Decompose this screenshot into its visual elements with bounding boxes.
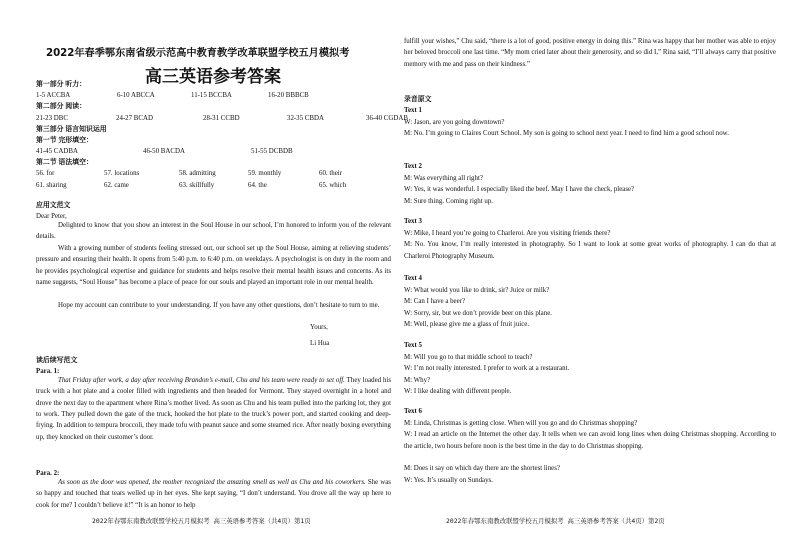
dialogue-line: W: Mike, I heard you’re going to Charleroi. Are you visiting friends there? (404, 230, 611, 238)
answer-listening-3: 11-15 BCCBA (191, 92, 232, 99)
para2-body: She was so happy and touched that tears welled up in her eyes. She kept saying, “I don’t understand. You drove all the way up here to cook for me? I couldn’t believe it!” “It is an honor to help (36, 479, 391, 509)
dialogue-line: W: Jason, are you going downtown? (404, 119, 505, 127)
answer-grammar: 59. monthly (248, 170, 282, 177)
answer-grammar: 58. admitting (179, 170, 216, 177)
transcript-text-label: Text 2 (404, 163, 422, 170)
letter-paragraph-1 (36, 220, 391, 244)
dialogue-line: M: Can I have a beer? (404, 298, 466, 306)
dialogue-line: W: I’m not really interested. I prefer to work at a restaurant. (404, 365, 570, 373)
dialogue-line: W: Yes, it was wonderful. I especially liked the beef. May I have the check, please? (404, 186, 635, 194)
letter-closing: Yours, (310, 324, 328, 331)
dialogue-line: M: Well, please give me a glass of fruit juice. (404, 321, 530, 328)
dialogue-line: W: What would you like to drink, sir? Juice or milk? (404, 287, 550, 295)
transcript-text-label: Text 5 (404, 342, 422, 349)
page-footer-1: 2022年春鄂东南教改联盟学校五月模拟考 高三英语参考答案（共4页）第1页 (92, 517, 311, 525)
answer-grammar: 57. locations (104, 170, 140, 177)
answer-reading-1: 21-23 DBC (36, 115, 68, 122)
answer-reading-5: 36-40 CGDAB (366, 115, 408, 122)
grammar-heading: 第二节 语法填空： (36, 159, 93, 166)
cloze-heading: 第一节 完形填空： (36, 137, 93, 144)
answer-reading-4: 32-35 CBDA (287, 115, 324, 122)
answer-grammar: 60. their (319, 170, 342, 177)
answer-grammar: 62. came (104, 182, 129, 189)
para2-label: Para. 2: (36, 470, 60, 477)
transcript-text-label: Text 1 (404, 107, 422, 114)
continuation-ending: fulfill your wishes,” Chu said, “there is a lot of good, positive energy in doing this.” Rina was happy that her mother was able to enjoy her beloved broccoli one last time. “My mom cried later about their generosity, and so did I,” Rina said, “I’ll always carry that positive memory with me and pass on their kindness.” (404, 38, 776, 68)
letter-paragraph-2-text: With a growing number of students feeling stressed out, our school set up the Soul House, aiming at relieving students’ pressure and ensuring their health. It opens from 5:40 p.m. to 6:40 p.m. on weekdays. A psychologist is on duty in the room and he provides psychological expertise and guidance for students and helps resolve their mental health issues and concerns. As its name suggests, “Soul House” has become a place of peace for our souls and played an important role in our mental health. (36, 245, 391, 287)
dialogue-line: W: I read an article on the Internet the other day. It tells when we can avoid long lines when doing Christmas shopping. According to the article, two hours before noon is the best time in the day to do Christmas shopping. (404, 431, 776, 450)
answer-reading-3: 28-31 CCBD (203, 115, 240, 122)
transcript-text-label: Text 6 (404, 408, 422, 415)
answer-cloze-3: 51-55 DCBDB (251, 148, 293, 155)
dialogue-line: M: Sure thing. Coming right up. (404, 197, 494, 205)
answer-page-2 (404, 0, 776, 550)
para2-opening-sentence: As soon as the door was opened, the mother recognized the amazing smell as well as Chu and his coworkers. (58, 479, 366, 486)
dialogue-line: W: Sorry, sir, but we don’t provide beer on this plane. (404, 309, 552, 317)
answer-listening-2: 6-10 ABCCA (117, 92, 155, 99)
transcript-text-label: Text 3 (404, 218, 422, 225)
dialogue-line: M: Was everything all right? (404, 175, 483, 183)
dialogue-line: M: Linda, Christmas is getting close. When will you go and do Christmas shopping? (404, 420, 638, 428)
dialogue-line: M: Why? (404, 376, 431, 384)
reading-heading: 第二部分 阅读： (36, 103, 86, 110)
answer-listening-1: 1-5 ACCBA (36, 92, 71, 99)
letter-signature: Li Hua (310, 340, 330, 347)
answer-page-1 (36, 0, 408, 550)
letter-paragraph-3 (36, 300, 391, 324)
writing-heading: 应用文范文 (36, 202, 71, 209)
answer-grammar: 63. skillfully (179, 182, 215, 189)
listening-heading: 第一部分 听力： (36, 81, 86, 88)
para1-body: They loaded his truck with a hot plate and a cooler filled with ingredients and then headed for Vermont. They stayed overnight in a hotel and drove the next day to the apartment where Rina’s mother lived. As soon as Chu and his team pulled into the parking lot, they got to work. They pulled down the gate of the truck, hooked the hot plate to the truck’s power port, and started cooking and deep-frying. In addition to tempura broccoli, they made tofu with peanut sauce and some steamed rice. After neatly boxing everything up, they knocked on their customer’s door. (36, 377, 391, 441)
continuation-paragraph-1 (36, 375, 391, 467)
para1-opening-sentence: That Friday after work, a day after receiving Brandon’s e-mail, Chu and his team were ready to set off. (58, 377, 345, 384)
dialogue-line: M: Will you go to that middle school to teach? (404, 354, 533, 362)
transcript-heading: 录音原文 (404, 96, 432, 103)
continuation-paragraph-2 (36, 477, 391, 511)
dialogue-line: W: Yes. It’s usually on Sundays. (404, 476, 493, 484)
answer-grammar: 56. for (36, 170, 55, 177)
page-footer-2: 2022年春鄂东南教改联盟学校五月模拟考 高三英语参考答案（共4页）第2页 (446, 517, 665, 525)
letter-greeting: Dear Peter, (36, 213, 67, 220)
answer-listening-4: 16-20 BBBCB (268, 92, 309, 99)
transcript-text-label: Text 4 (404, 275, 422, 282)
answer-grammar: 61. sharing (36, 182, 67, 189)
answer-reading-2: 24-27 BCAD (116, 115, 153, 122)
letter-paragraph-3-text: Hope my account can contribute to your understanding. If you have any other questions, don’t hesitate to turn to me. (58, 302, 380, 309)
answer-cloze-2: 46-50 BACDA (143, 148, 185, 155)
para1-label: Para. 1: (36, 368, 60, 375)
answer-cloze-1: 41-45 CADBA (36, 148, 78, 155)
dialogue-line: W: I like dealing with different people. (404, 388, 512, 395)
dialogue-line: M: Does it say on which day there are the shortest lines? (404, 465, 560, 473)
dialogue-line: M: No. I’m going to Claires Court School. My son is going to school next year. I need to find him a good school now. (404, 130, 729, 138)
continuation-heading: 读后续写范文 (36, 357, 78, 364)
page-title: 高三英语参考答案 (145, 67, 281, 87)
exam-title: 2022年春季鄂东南省级示范高中教育教学改革联盟学校五月模拟考 (46, 48, 350, 59)
letter-paragraph-1-text: Delighted to know that you show an interest in the Soul House in our school, I’m honored to inform you of the relevant details. (36, 222, 391, 241)
answer-grammar: 65. which (319, 182, 347, 189)
dialogue-line: M: No. You know, I’m really interested in photography. So I want to look at some great works of photography. I can do that at Charleroi Photography Museum. (404, 241, 776, 260)
language-heading: 第三部分 语言知识运用 (36, 126, 107, 133)
answer-grammar: 64. the (248, 182, 267, 189)
